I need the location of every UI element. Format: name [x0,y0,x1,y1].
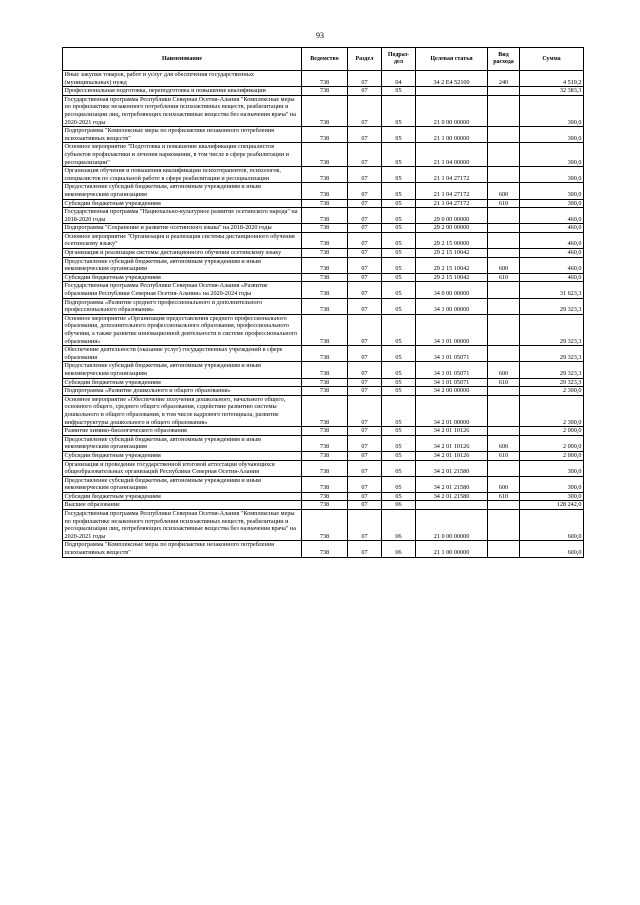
table-row [63,427,584,436]
table-row [63,395,584,426]
row-subsection: 05 [382,395,416,426]
row-target-article: 29 0 00 00000 [416,208,488,224]
row-name: Подпрограмма «Развитие среднего профессионального и дополнительного профессионального образования» [63,298,302,314]
row-subsection: 05 [382,143,416,167]
row-name: Профессиональная подготовка, переподготовка и повышение квалификации [63,87,302,96]
table-row [63,282,584,298]
row-subsection: 05 [382,314,416,345]
table-row [63,183,584,199]
row-expense-type [488,208,520,224]
row-section: 07 [348,314,382,345]
row-amount: 29 323,3 [520,378,584,387]
row-department: 738 [302,95,348,126]
row-section: 07 [348,387,382,396]
row-subsection: 05 [382,492,416,501]
row-amount: 460,0 [520,224,584,233]
row-target-article: 21 0 00 00000 [416,510,488,541]
row-target-article: 29 2 15 00000 [416,232,488,248]
row-department: 738 [302,127,348,143]
row-expense-type: 600 [488,257,520,273]
row-department: 738 [302,501,348,510]
row-department: 738 [302,298,348,314]
row-expense-type [488,541,520,557]
row-target-article: 21 1 04 00000 [416,143,488,167]
row-department: 738 [302,387,348,396]
row-name: Развитие химико-биологического образования [63,427,302,436]
row-section: 07 [348,87,382,96]
row-department: 738 [302,476,348,492]
row-subsection: 05 [382,435,416,451]
row-department: 738 [302,273,348,282]
row-subsection: 05 [382,427,416,436]
row-amount: 300,0 [520,95,584,126]
row-target-article: 34 2 01 21580 [416,492,488,501]
row-section: 07 [348,224,382,233]
row-amount: 460,0 [520,273,584,282]
row-department: 738 [302,282,348,298]
row-amount: 300,0 [520,476,584,492]
row-section: 07 [348,71,382,87]
row-department: 738 [302,510,348,541]
row-target-article: 21 1 00 00000 [416,127,488,143]
table-row [63,451,584,460]
table-row [63,257,584,273]
row-name: Основное мероприятие "Подготовка и повышение квалификации специалистов субъектов профилактики и лечения наркомании, в том числе в сфере реабилитации и ресоциализации" [63,143,302,167]
row-expense-type [488,298,520,314]
row-subsection: 05 [382,451,416,460]
table-row [63,224,584,233]
table-row [63,492,584,501]
row-section: 07 [348,378,382,387]
row-expense-type [488,460,520,476]
table-row [63,346,584,362]
header-amount: Сумма [520,48,584,71]
row-subsection: 05 [382,183,416,199]
row-target-article: 34 2 01 21580 [416,460,488,476]
table-row [63,199,584,208]
row-expense-type [488,395,520,426]
row-expense-type [488,143,520,167]
row-department: 738 [302,232,348,248]
row-section: 07 [348,95,382,126]
row-subsection: 05 [382,167,416,183]
row-expense-type: 610 [488,492,520,501]
row-department: 738 [302,378,348,387]
row-name: Субсидии бюджетным учреждениям [63,273,302,282]
row-section: 07 [348,232,382,248]
row-target-article: 21 0 00 00000 [416,95,488,126]
row-section: 07 [348,362,382,378]
row-expense-type [488,282,520,298]
row-target-article: 34 1 01 05071 [416,378,488,387]
table-row [63,435,584,451]
row-target-article: 34 2 01 21580 [416,476,488,492]
row-name: Субсидии бюджетным учреждениям [63,199,302,208]
row-name: Подпрограмма "Сохранение и развитие осетинского языка" на 2018-2020 годы [63,224,302,233]
row-subsection: 05 [382,476,416,492]
row-target-article: 21 1 04 27172 [416,167,488,183]
table-row [63,167,584,183]
row-expense-type [488,95,520,126]
row-department: 738 [302,224,348,233]
row-department: 738 [302,199,348,208]
table-row [63,362,584,378]
row-expense-type: 610 [488,199,520,208]
row-amount: 300,0 [520,127,584,143]
row-section: 07 [348,492,382,501]
row-name: Предоставление субсидий бюджетным, автономным учреждениям и иным некоммерческим организациям [63,183,302,199]
row-section: 07 [348,208,382,224]
row-expense-type: 600 [488,476,520,492]
row-subsection: 05 [382,87,416,96]
row-amount: 2 000,0 [520,435,584,451]
row-amount: 29 323,3 [520,298,584,314]
row-department: 738 [302,346,348,362]
row-target-article: 29 2 15 10042 [416,249,488,258]
table-row [63,249,584,258]
row-expense-type: 600 [488,362,520,378]
page-number: 93 [316,31,324,40]
table-row [63,476,584,492]
row-name: Государственная программа Республики Северная Осетия-Алания "Комплексные меры по профилактике незаконного потребления психоактивных веществ, реабилитации и ресоциализации лиц, потребляющих психоактивные вещества без назначения врача" на 2020-2021 годы [63,95,302,126]
row-section: 07 [348,143,382,167]
row-subsection: 05 [382,387,416,396]
row-subsection: 06 [382,541,416,557]
row-department: 738 [302,435,348,451]
row-amount: 2 000,0 [520,427,584,436]
row-subsection: 06 [382,510,416,541]
row-target-article: 34 1 01 00000 [416,314,488,345]
row-section: 07 [348,127,382,143]
row-subsection: 04 [382,71,416,87]
row-amount: 300,0 [520,460,584,476]
table-row [63,208,584,224]
row-amount: 29 323,3 [520,346,584,362]
row-amount: 600,0 [520,541,584,557]
row-subsection: 05 [382,346,416,362]
row-subsection: 05 [382,378,416,387]
row-target-article: 21 1 00 00000 [416,541,488,557]
table-row [63,378,584,387]
row-subsection: 05 [382,362,416,378]
row-section: 07 [348,249,382,258]
row-section: 07 [348,395,382,426]
row-amount: 300,0 [520,167,584,183]
row-section: 07 [348,510,382,541]
row-subsection: 05 [382,224,416,233]
row-amount: 128 242,0 [520,501,584,510]
table-row [63,501,584,510]
table-row [63,71,584,87]
table-row [63,273,584,282]
row-expense-type [488,510,520,541]
row-subsection: 05 [382,282,416,298]
row-department: 738 [302,451,348,460]
row-target-article: 34 0 00 00000 [416,282,488,298]
header-section: Раздел [348,48,382,71]
row-department: 738 [302,541,348,557]
table-row [63,387,584,396]
row-amount: 2 300,0 [520,395,584,426]
header-target-article: Целевая статья [416,48,488,71]
table-row [63,232,584,248]
row-section: 07 [348,167,382,183]
row-subsection: 05 [382,199,416,208]
row-subsection: 05 [382,232,416,248]
row-expense-type [488,232,520,248]
row-department: 738 [302,143,348,167]
row-department: 738 [302,71,348,87]
table-row [63,143,584,167]
row-name: Государственная программа Республики Северная Осетия-Алания «Развитие образования Республики Северная Осетия-Алания» на 2020-2024 годы [63,282,302,298]
header-expense-type: Вид расхода [488,48,520,71]
row-amount: 4 519,2 [520,71,584,87]
row-subsection: 05 [382,257,416,273]
row-amount: 31 623,3 [520,282,584,298]
row-expense-type: 600 [488,435,520,451]
row-name: Основное мероприятие «Обеспечение получения дошкольного, начального общего, основного общего, среднего общего образования, содействие развитию системы дошкольного и общего образования, в том числе кадрового потенциала, развитие инфраструктуры дошкольного и общего образования» [63,395,302,426]
table-row [63,510,584,541]
row-expense-type: 610 [488,451,520,460]
row-target-article: 21 1 04 27172 [416,199,488,208]
row-section: 07 [348,273,382,282]
header-name: Наименование [63,48,302,71]
row-amount: 300,0 [520,492,584,501]
row-expense-type: 240 [488,71,520,87]
row-target-article [416,501,488,510]
row-name: Основное мероприятие "Организация и реализация системы дистанционного обучения осетинскому языку" [63,232,302,248]
row-target-article: 34 1 00 00000 [416,298,488,314]
row-expense-type: 610 [488,378,520,387]
table-row [63,541,584,557]
row-department: 738 [302,183,348,199]
row-department: 738 [302,257,348,273]
row-department: 738 [302,362,348,378]
row-section: 07 [348,183,382,199]
row-name: Организация обучения и повышения квалификации психотерапевтов, психологов, специалистов по социальной работе в сфере реабилитации и ресоциализации [63,167,302,183]
row-department: 738 [302,492,348,501]
row-amount: 460,0 [520,232,584,248]
row-department: 738 [302,427,348,436]
row-amount: 460,0 [520,208,584,224]
table-row [63,460,584,476]
row-section: 07 [348,257,382,273]
row-expense-type [488,427,520,436]
row-name: Подпрограмма "Комплексные меры по профилактике незаконного потребления психоактивных веществ" [63,127,302,143]
table-row [63,314,584,345]
row-target-article [416,87,488,96]
row-subsection: 05 [382,460,416,476]
row-expense-type [488,224,520,233]
row-section: 07 [348,346,382,362]
row-expense-type: 600 [488,183,520,199]
row-section: 07 [348,476,382,492]
row-department: 738 [302,460,348,476]
row-section: 07 [348,435,382,451]
table-row [63,87,584,96]
row-expense-type [488,314,520,345]
row-section: 07 [348,501,382,510]
row-section: 07 [348,282,382,298]
table-row [63,298,584,314]
row-subsection: 05 [382,273,416,282]
row-subsection: 05 [382,298,416,314]
row-expense-type [488,501,520,510]
row-section: 07 [348,199,382,208]
row-name: Предоставление субсидий бюджетным, автономным учреждениям и иным некоммерческим организациям [63,362,302,378]
row-department: 738 [302,167,348,183]
row-department: 738 [302,249,348,258]
row-name: Предоставление субсидий бюджетным, автономным учреждениям и иным некоммерческим организациям [63,435,302,451]
row-name: Высшее образование [63,501,302,510]
row-name: Предоставление субсидий бюджетным, автономным учреждениям и иным некоммерческим организациям [63,257,302,273]
row-target-article: 34 2 00 00000 [416,387,488,396]
row-amount: 2 000,0 [520,451,584,460]
row-subsection: 06 [382,501,416,510]
row-section: 07 [348,298,382,314]
row-amount: 600,0 [520,510,584,541]
row-name: Субсидии бюджетным учреждениям [63,492,302,501]
row-department: 738 [302,314,348,345]
row-department: 738 [302,87,348,96]
row-name: Подпрограмма "Комплексные меры по профилактике незаконного потребления психоактивных веществ" [63,541,302,557]
row-name: Иные закупки товаров, работ и услуг для обеспечения государственных (муниципальных) нужд [63,71,302,87]
header-department: Ведомство [302,48,348,71]
row-section: 07 [348,460,382,476]
row-name: Подпрограмма «Развитие дошкольного и общего образования» [63,387,302,396]
row-target-article: 34 2 Е4 52100 [416,71,488,87]
row-target-article: 34 2 01 10126 [416,427,488,436]
row-target-article: 29 2 15 10042 [416,257,488,273]
row-target-article: 34 1 01 05071 [416,362,488,378]
row-target-article: 34 2 01 10126 [416,435,488,451]
table-row [63,127,584,143]
row-expense-type [488,167,520,183]
header-subsection: Подраз-дел [382,48,416,71]
row-target-article: 29 2 00 00000 [416,224,488,233]
row-subsection: 05 [382,127,416,143]
row-expense-type [488,87,520,96]
row-name: Организация и проведение государственной итоговой аттестации обучающихся общеобразовательных организаций Республики Северная Осетия-Алания [63,460,302,476]
row-section: 07 [348,541,382,557]
row-expense-type [488,346,520,362]
row-target-article: 34 2 01 10126 [416,451,488,460]
row-amount: 300,0 [520,183,584,199]
row-subsection: 05 [382,95,416,126]
row-name: Субсидии бюджетным учреждениям [63,378,302,387]
row-department: 738 [302,395,348,426]
row-target-article: 34 1 01 05071 [416,346,488,362]
row-section: 07 [348,427,382,436]
row-expense-type: 610 [488,273,520,282]
table-header-row [63,48,584,71]
row-expense-type [488,249,520,258]
row-name: Государственная программа Республики Северная Осетия-Алания "Комплексные меры по профилактике незаконного потребления психоактивных веществ, реабилитации и ресоциализации лиц, потребляющих психоактивные вещества без назначения врача" на 2020-2021 годы [63,510,302,541]
row-amount: 29 323,3 [520,314,584,345]
row-name: Государственная программа "Национально-культурное развитие осетинского народа" на 2018-2020 годы [63,208,302,224]
row-subsection: 05 [382,249,416,258]
row-expense-type [488,127,520,143]
row-amount: 32 383,3 [520,87,584,96]
row-name: Обеспечение деятельности (оказание услуг) государственных учреждений в сфере образования [63,346,302,362]
row-amount: 300,0 [520,143,584,167]
row-name: Основное мероприятие «Организация предоставления среднего профессионального образования, дополнительного профессионального образования, профессионального обучения, а также развитие инновационной деятельности в системе профессионального образования» [63,314,302,345]
row-target-article: 34 2 01 00000 [416,395,488,426]
table-row [63,95,584,126]
row-amount: 460,0 [520,257,584,273]
row-name: Предоставление субсидий бюджетным, автономным учреждениям и иным некоммерческим организациям [63,476,302,492]
row-amount: 460,0 [520,249,584,258]
row-name: Организация и реализация системы дистанционного обучения осетинскому языку [63,249,302,258]
row-amount: 2 300,0 [520,387,584,396]
row-expense-type [488,387,520,396]
row-name: Субсидии бюджетным учреждениям [63,451,302,460]
row-department: 738 [302,208,348,224]
budget-table [62,47,584,558]
row-target-article: 21 1 04 27172 [416,183,488,199]
row-subsection: 05 [382,208,416,224]
row-target-article: 29 2 15 10042 [416,273,488,282]
row-amount: 300,0 [520,199,584,208]
row-section: 07 [348,451,382,460]
row-amount: 29 323,3 [520,362,584,378]
